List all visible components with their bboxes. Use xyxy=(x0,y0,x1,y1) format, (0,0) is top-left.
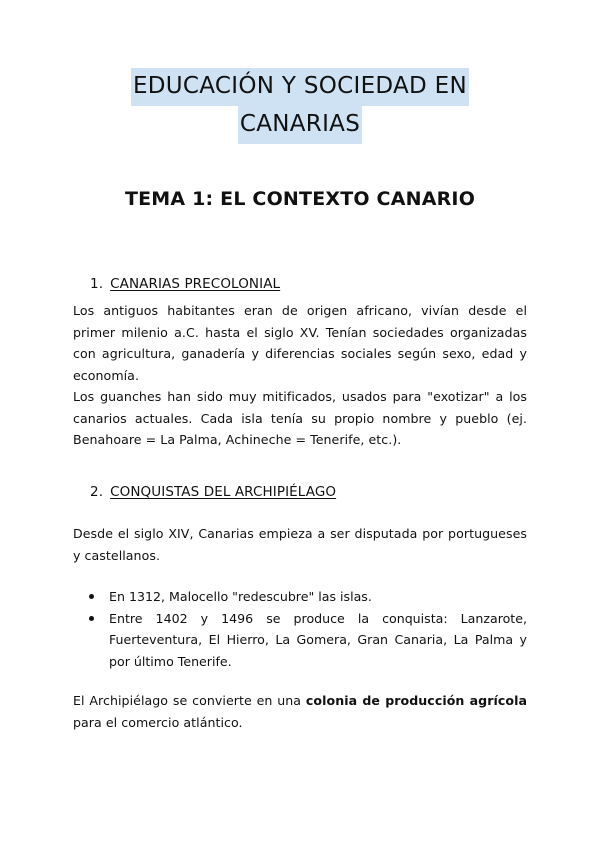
section-heading-precolonial xyxy=(90,276,280,292)
bold-emphasis: colonia de producción agrícola xyxy=(305,693,528,708)
list-item-text: Entre 1402 y 1496 se produce la conquista: Lanzarote, Fuerteventura, El Hierro, La Gomera, Gran Canaria, La Palma y por último Tenerife. xyxy=(109,610,527,670)
title-line-1: EDUCACIÓN Y SOCIEDAD EN xyxy=(131,68,469,106)
list-item-text: En 1312, Malocello "redescubre" las islas. xyxy=(109,589,372,604)
section-number: 1. xyxy=(90,276,104,292)
section-heading-conquests xyxy=(90,484,336,500)
paragraph-guanches: Los guanches han sido muy mitificados, usados para "exotizar" a los canarios actuales. Cada isla tenía su propio nombre y pueblo (ej. Benahoare = La Palma, Achineche = Tenerife, etc.). xyxy=(73,389,527,448)
section-title: CANARIAS PRECOLONIAL xyxy=(110,276,281,292)
conquest-bullet-list xyxy=(73,586,527,673)
document-title xyxy=(0,68,600,144)
paragraph-conquest-intro: Desde el siglo XIV, Canarias empieza a ser disputada por portugueses y castellanos. xyxy=(73,526,527,563)
section-number: 2. xyxy=(90,484,104,500)
paragraph-precolonial-origins: Los antiguos habitantes eran de origen africano, vivían desde el primer milenio a.C. hasta el siglo XV. Tenían sociedades organizadas con agricultura, ganadería y diferencias sociales según sexo, edad y economía. xyxy=(73,303,527,384)
list-item xyxy=(73,608,527,673)
paragraph-text: para el comercio atlántico. xyxy=(73,714,243,730)
paragraph-text: El Archipiélago se convierte en una xyxy=(73,693,306,708)
section-title: CONQUISTAS DEL ARCHIPIÉLAGO xyxy=(110,484,337,500)
paragraph-agricultural-colony xyxy=(73,690,527,733)
bullet-icon xyxy=(89,616,94,621)
title-line-2: CANARIAS xyxy=(238,106,362,144)
topic-subtitle: TEMA 1: EL CONTEXTO CANARIO xyxy=(124,188,476,210)
list-item xyxy=(73,586,527,608)
bullet-icon xyxy=(89,594,94,599)
